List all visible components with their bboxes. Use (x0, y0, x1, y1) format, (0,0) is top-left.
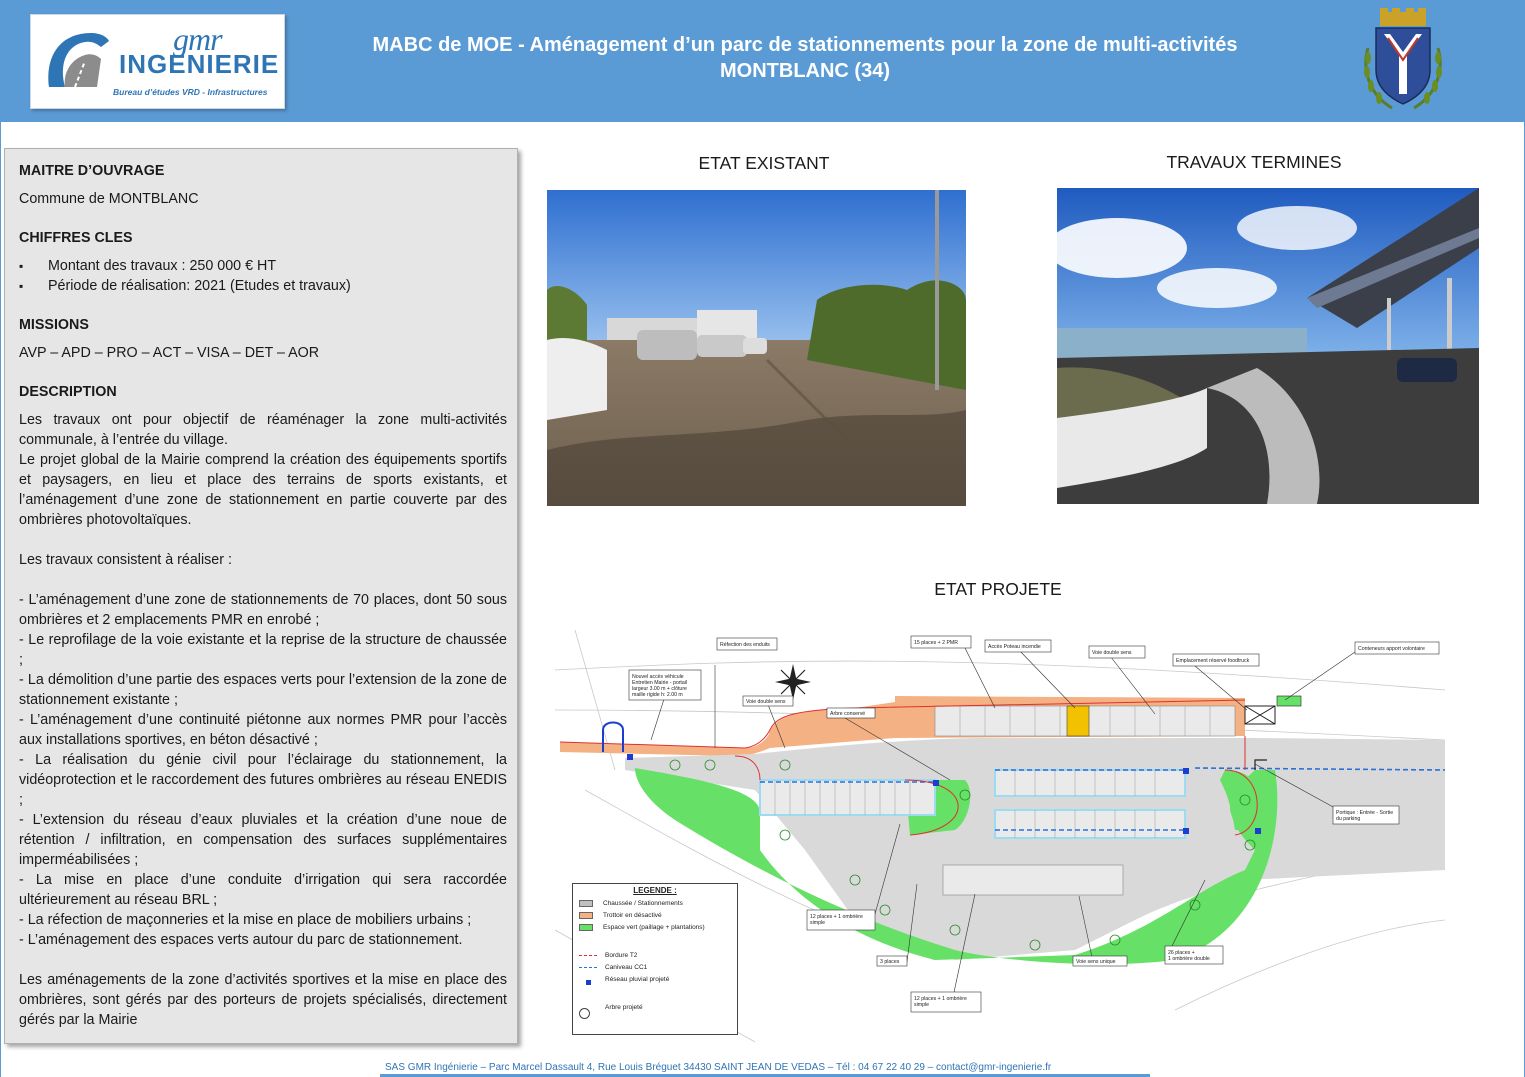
plan-label-12-places-b: 12 places + 1 ombrière simple (914, 996, 967, 1008)
description-item: - L’aménagement des espaces verts autour du parc de stationnement. (19, 932, 463, 948)
description-heading: DESCRIPTION (19, 384, 117, 400)
caption-travaux-termines: TRAVAUX TERMINES (1166, 152, 1342, 172)
logo-tagline: Bureau d’études VRD - Infrastructures (113, 87, 268, 97)
plan-label-12-places-a: 12 places + 1 ombrière simple (810, 914, 863, 926)
plan-label-15-places: 15 places + 2 PMR (914, 640, 958, 646)
legend-item-espace-vert: Espace vert (paillage + plantations) (579, 923, 731, 932)
description-item: - L’aménagement d’une continuité piétonne aux normes PMR pour l’accès aux installations sportives, en béton désactivé ; (19, 712, 507, 748)
plan-label-refection: Réfection des enduits (720, 642, 770, 648)
coat-of-arms-icon (1362, 8, 1444, 114)
description-paragraph: Les travaux consistent à réaliser : (19, 552, 232, 568)
photo-completed-works (1057, 188, 1479, 504)
description-paragraph: Les travaux ont pour objectif de réaménager la zone multi-activités communale, à l’entrée du village. (19, 412, 507, 448)
description-item: - L’aménagement d’une zone de stationnements de 70 places, dont 50 sous ombrières et 2 emplacements PMR en enrobé ; (19, 592, 507, 628)
caption-etat-existant: ETAT EXISTANT (698, 153, 830, 173)
company-logo[interactable] (30, 14, 285, 109)
logo-gmr-text: gmr (173, 21, 222, 57)
legend-item-trottoir: Trottoir en désactivé (579, 911, 731, 920)
missions-value: AVP – APD – PRO – ACT – VISA – DET – AOR (19, 345, 320, 361)
plan-label-arbre-conserve: Arbre conservé (830, 711, 866, 717)
plan-label-26-places: 26 places + 1 ombrière double (1168, 950, 1210, 962)
legend-item-bordure: Bordure T2 (579, 951, 731, 960)
missions-heading: MISSIONS (19, 317, 89, 333)
legend-item-caniveau: Caniveau CC1 (579, 963, 731, 972)
plan-legend (572, 883, 738, 1035)
caption-etat-projete: ETAT PROJETE (934, 579, 1062, 599)
road-logo-icon (41, 25, 111, 95)
chiffres-item: ▪ Période de réalisation: 2021 (Etudes et travaux) (19, 276, 507, 296)
plan-label-voie-unique: Voie sens unique (1076, 959, 1116, 965)
description-item: - La réfection de maçonneries et la mise en place de mobiliers urbains ; (19, 912, 472, 928)
title-line-1: MABC de MOE - Aménagement d’un parc de stationnements pour la zone de multi-activités (372, 34, 1238, 56)
info-panel (4, 148, 518, 1044)
logo-ingenierie-text: INGENIERIE (119, 49, 280, 79)
description-item: - La réalisation du génie civil pour l’éclairage du stationnement, la vidéoprotection et le raccordement des futures ombrières au réseau ENEDIS ; (19, 752, 507, 808)
plan-label-voie-double: Voie double sens (746, 699, 786, 705)
legend-item-reseau: Réseau pluvial projeté (579, 975, 731, 984)
plan-label-foodtruck: Emplacement réservé foodtruck (1176, 658, 1250, 664)
chiffres-heading: CHIFFRES CLES (19, 230, 133, 246)
legend-title: LEGENDE : (633, 886, 677, 895)
legend-item-chaussee: Chaussée / Stationnements (579, 899, 731, 908)
plan-label-acces-poteau: Accès Poteau incendie (988, 644, 1041, 650)
description-item: - La mise en place d’une conduite d’irrigation qui sera raccordée ultérieurement au réseau BRL ; (19, 872, 507, 908)
legend-item-arbre: Arbre projeté (579, 1003, 731, 1012)
plan-label-voie-double-2: Voie double sens (1092, 650, 1132, 656)
chiffres-item: ▪ Montant des travaux : 250 000 € HT (19, 256, 507, 276)
plan-label-acces: Nouvel accès véhicule Entretien Mairie - portail largeur 3.00 m + clôture maille rigide h: 2.00 m (632, 674, 688, 698)
description-item: - L’extension du réseau d’eaux pluviales et la création d’une noue de rétention / infiltration, en compensation des surfaces supplémentaires imperméabilisées ; (19, 812, 507, 868)
description-paragraph: Le projet global de la Mairie comprend la création des équipements sportifs et paysagers, en lieu et place des terrains de sports existants, et l’aménagement d’une zone de stationnement en partie couverte par des ombrières photovoltaïques. (19, 452, 507, 528)
plan-label-conteneurs: Conteneurs apport volontaire (1358, 646, 1425, 652)
header-banner (0, 0, 1525, 122)
maitre-heading: MAITRE D’OUVRAGE (19, 163, 165, 179)
chiffres-list (19, 256, 507, 296)
plan-label-3-places: 3 places (880, 959, 900, 965)
description-paragraph: Les aménagements de la zone d’activités sportives et la mise en place des ombrières, sont gérés par des porteurs de projets spécialisés, directement gérés par la Mairie (19, 972, 507, 1028)
plan-label-portique: Portique : Entrée - Sortie du parking (1336, 810, 1394, 822)
photo-existing-state (547, 190, 966, 506)
page-title (300, 32, 1310, 84)
title-line-2: MONTBLANC (34) (720, 60, 890, 82)
description-item: - La démolition d’une partie des espaces verts pour l’extension de la zone de stationnement existante ; (19, 672, 507, 708)
maitre-value: Commune de MONTBLANC (19, 191, 199, 207)
description-item: - Le reprofilage de la voie existante et la reprise de la structure de chaussée ; (19, 632, 507, 668)
footer-contact: SAS GMR Ingénierie – Parc Marcel Dassault 4, Rue Louis Bréguet 34430 SAINT JEAN DE VEDAS – Tél : 04 67 22 40 29 – contact@gmr-ingenierie.fr (385, 1062, 1052, 1073)
